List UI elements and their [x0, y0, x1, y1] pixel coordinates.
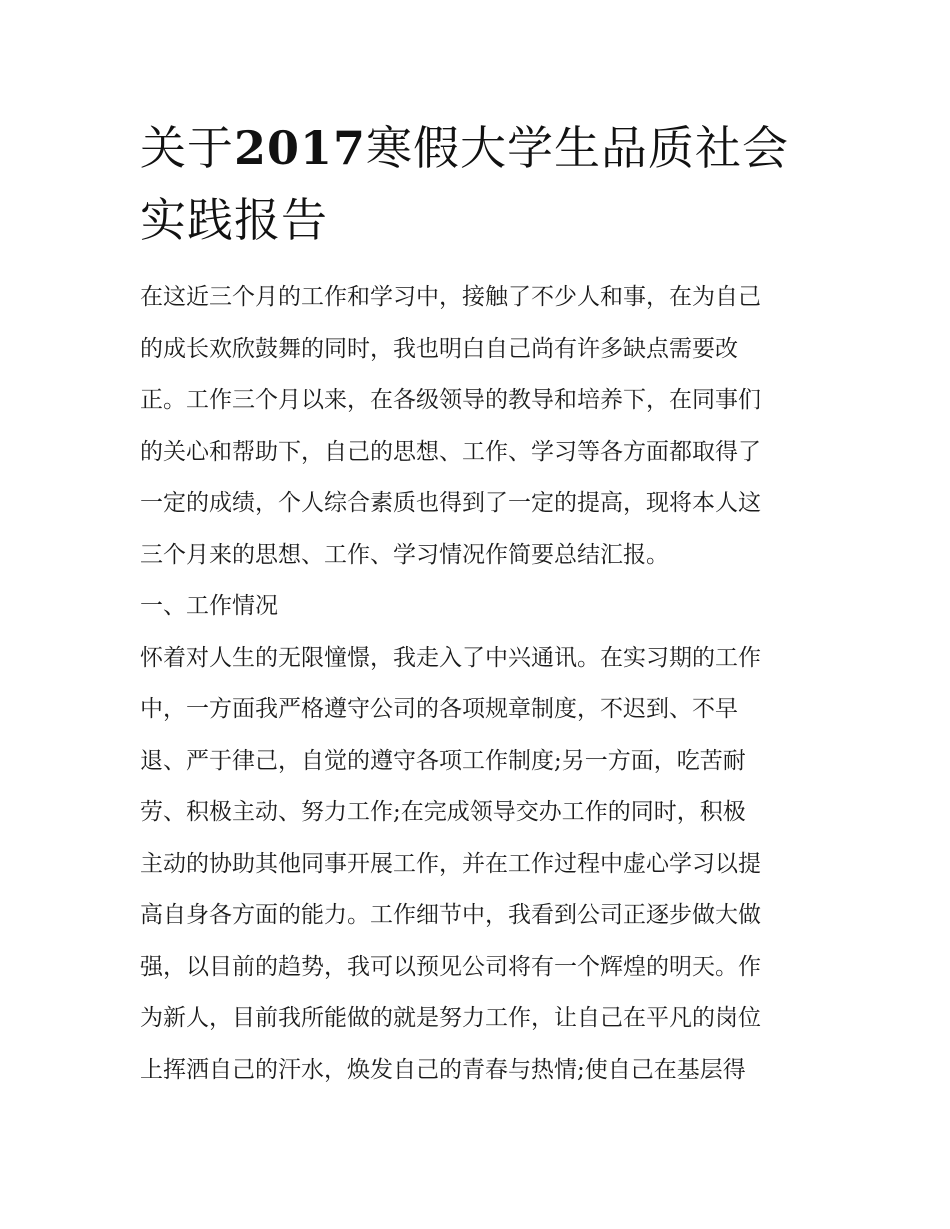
- document-body: [140, 272, 820, 1096]
- body-line: 强，以目前的趋势，我可以预见公司将有一个辉煌的明天。作: [140, 953, 761, 980]
- body-line: 退、严于律己，自觉的遵守各项工作制度;另一方面，吃苦耐: [140, 747, 746, 774]
- body-line: 怀着对人生的无限憧憬，我走入了中兴通讯。在实习期的工作: [140, 644, 761, 671]
- body-line: 正。工作三个月以来，在各级领导的教导和培养下，在同事们: [140, 387, 761, 413]
- body-line: 为新人，目前我所能做的就是努力工作，让自己在平凡的岗位: [140, 1005, 761, 1031]
- body-line: 劳、积极主动、努力工作;在完成领导交办工作的同时，积极: [140, 799, 746, 825]
- body-line: 高自身各方面的能力。工作细节中，我看到公司正逐步做大做: [140, 902, 761, 928]
- title-year: 2017: [234, 121, 367, 175]
- section-heading: 一、工作情况: [140, 593, 278, 619]
- body-line: 上挥洒自己的汗水，焕发自己的青春与热情;使自己在基层得: [140, 1056, 746, 1083]
- title-prefix: 关于: [140, 121, 234, 175]
- body-line: 的成长欢欣鼓舞的同时，我也明白自己尚有许多缺点需要改: [140, 335, 738, 362]
- body-line: 三个月来的思想、工作、学习情况作简要总结汇报。: [140, 541, 669, 568]
- body-line: 中，一方面我严格遵守公司的各项规章制度，不迟到、不早: [140, 696, 738, 722]
- title-line-1: [140, 112, 820, 184]
- body-line: 在这近三个月的工作和学习中，接触了不少人和事，在为自己: [140, 284, 761, 310]
- body-line: 的关心和帮助下，自己的思想、工作、学习等各方面都取得了: [140, 438, 761, 465]
- body-line: 主动的协助其他同事开展工作，并在工作过程中虚心学习以提: [140, 850, 761, 877]
- title-suffix: 寒假大学生品质社会: [366, 121, 790, 175]
- document-content: [140, 112, 820, 1096]
- title-line-2: 实践报告: [140, 193, 328, 247]
- body-line: 一定的成绩，个人综合素质也得到了一定的提高，现将本人这: [140, 490, 761, 516]
- document-title: [140, 112, 820, 256]
